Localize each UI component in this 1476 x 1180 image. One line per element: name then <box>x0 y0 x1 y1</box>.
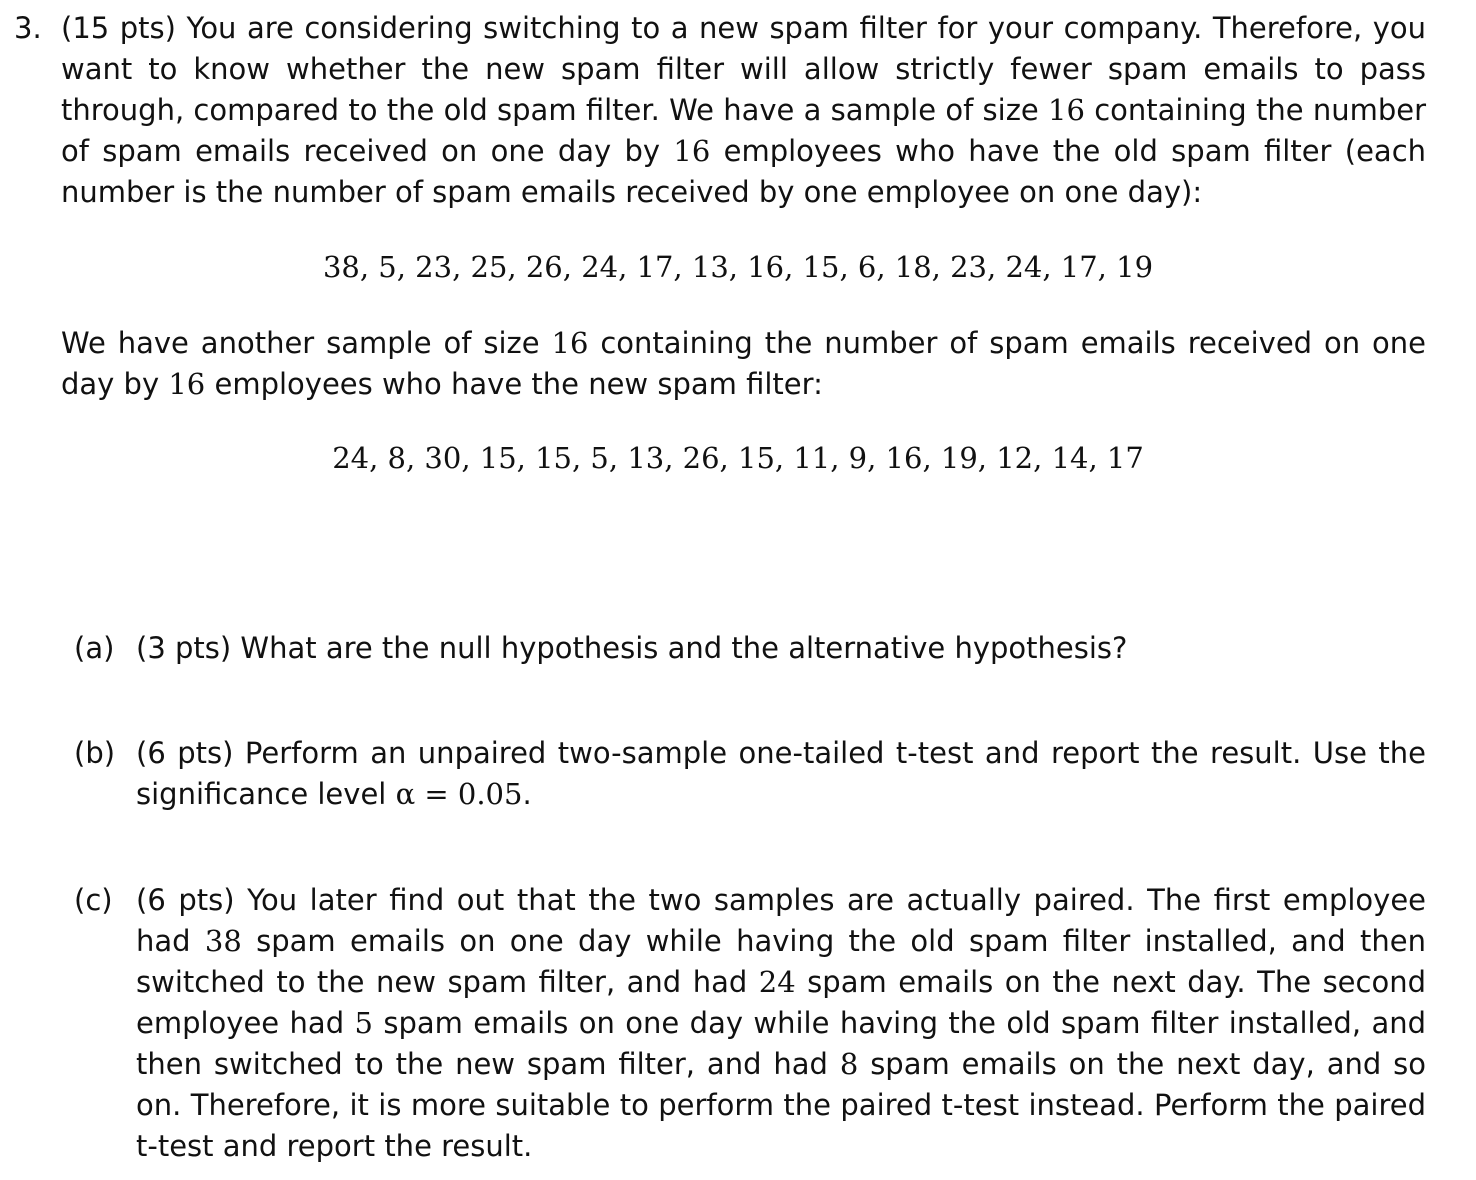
new-filter-sample: 24, 8, 30, 15, 15, 5, 13, 26, 15, 11, 9, 16, 19, 12, 14, 17 <box>332 441 1144 475</box>
part-a-text: (3 pts) What are the null hypothesis and the alternative hypothesis? <box>136 631 1128 665</box>
part-c-text-3: spam emails on the next day. The second employee had <box>136 965 1426 1040</box>
second-sample-size: 16 <box>551 326 589 360</box>
part-c-text-5: spam emails on the next day, and so on. Therefore, it is more suitable to perform the paired t-test instead. Perform the paired t-test and report the result. <box>136 1047 1427 1163</box>
first-employee-new-count: 24 <box>758 965 796 999</box>
part-b-label: (b) <box>74 736 116 770</box>
part-a-label: (a) <box>74 631 115 665</box>
part-c-text <box>136 880 1426 1167</box>
second-employee-count: 16 <box>168 367 206 401</box>
second-text-3: employees who have the new spam filter: <box>214 367 823 401</box>
second-employee-old-count: 5 <box>354 1006 373 1040</box>
problem-points: (15 pts) <box>61 11 176 45</box>
part-c-text-4: spam emails on one day while having the old spam filter installed, and then switched to the new spam filter, and had <box>136 1006 1427 1081</box>
first-employee-old-count: 38 <box>204 924 242 958</box>
part-b-text-1: (6 pts) Perform an unpaired two-sample one-tailed t-test and report the result. Use the significance level <box>136 736 1426 811</box>
intro-text-1: You are considering switching to a new spam filter for your company. Therefore, you want to know whether the new spam filter will allow strictly fewer spam emails to pass through, compared to the old spam filter. We have a sample of size <box>61 11 1426 127</box>
significance-level: α = 0.05 <box>395 777 523 811</box>
part-b-text <box>136 733 1426 815</box>
intro-text-3: employees who have the old spam filter (each number is the number of spam emails received by one employee on one day): <box>61 134 1427 209</box>
sample-size: 16 <box>1048 93 1085 127</box>
intro-text-2: containing the number of spam emails received on one day by <box>61 93 1427 168</box>
part-b-text-2: . <box>522 777 532 811</box>
problem-intro <box>61 8 1426 213</box>
part-c-label: (c) <box>74 883 113 917</box>
old-filter-sample: 38, 5, 23, 25, 26, 24, 17, 13, 16, 15, 6, 18, 23, 24, 17, 19 <box>322 250 1154 284</box>
second-text-2: containing the number of spam emails received on one day by <box>61 326 1426 401</box>
second-employee-new-count: 8 <box>839 1047 859 1081</box>
part-c-text-1: (6 pts) You later find out that the two samples are actually paired. The first employee had <box>136 883 1426 958</box>
employee-count: 16 <box>673 134 711 168</box>
part-c-text-2: spam emails on one day while having the old spam filter installed, and then switched to the new spam filter, and had <box>136 924 1426 999</box>
second-paragraph <box>61 323 1426 405</box>
problem-number: 3. <box>14 11 42 45</box>
second-text-1: We have another sample of size <box>61 326 540 360</box>
